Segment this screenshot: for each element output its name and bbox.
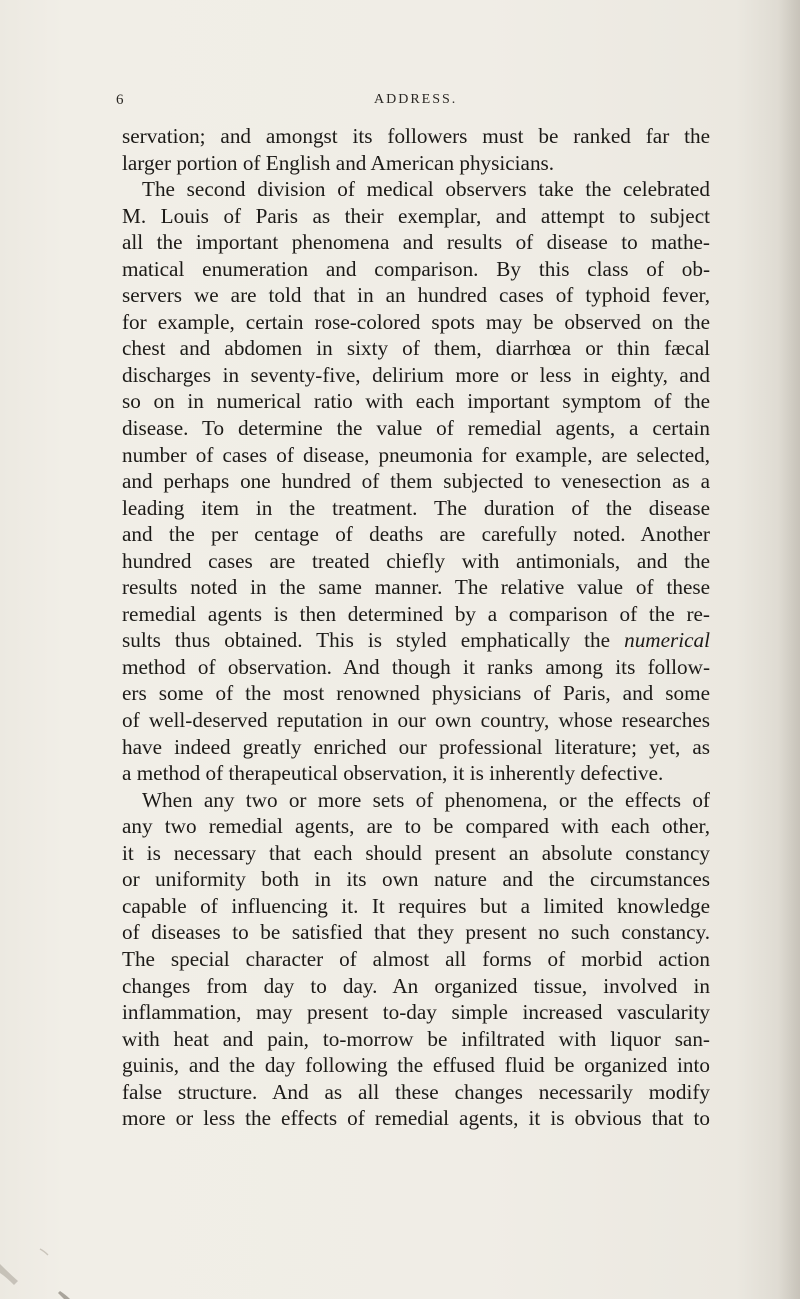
text-segment: sults thus obtained. This is styled emphatically the [122,628,611,653]
text-line: The special character of almost all forms of morbid action [122,946,710,971]
text-line: changes from day to day. An organized tissue, involved in [122,973,710,998]
text-line: results noted in the same manner. The relative value of these [122,575,710,600]
text-line: all the important phenomena and results of disease to mathe- [122,230,710,255]
text-line: number of cases of disease, pneumonia for example, are selected, [122,442,710,467]
emphasized-word: numerical [624,628,711,653]
text-line: more or less the effects of remedial agents, it is obvious that to [122,1106,710,1131]
text-line: larger portion of English and American physicians. [122,150,555,175]
text-line [122,627,710,654]
text-line: M. Louis of Paris as their exemplar, and attempt to subject [122,203,710,228]
body-text [122,123,710,1132]
text-line: chest and abdomen in sixty of them, diarrhœa or thin fæcal [122,336,710,361]
text-line: leading item in the treatment. The duration of the disease [122,495,710,520]
text-line: of diseases to be satisfied that they present no such constancy. [122,920,710,945]
text-line: discharges in seventy-five, delirium more or less in eighty, and [122,362,710,387]
text-line: servation; and amongst its followers must be ranked far the [122,124,710,148]
text-line: with heat and pain, to-morrow be infiltrated with liquor san- [122,1026,710,1051]
text-line: so on in numerical ratio with each important symptom of the [122,389,710,414]
text-line: a method of therapeutical observation, it is inherently defective. [122,761,664,786]
text-line: ers some of the most renowned physicians of Paris, and some [122,681,710,706]
page-edge-shadow [778,0,800,1299]
text-line: it is necessary that each should present an absolute constancy [122,840,710,865]
text-line: The second division of medical observers take the celebrated [142,177,710,202]
text-line: have indeed greatly enriched our professional literature; yet, as [122,734,710,759]
running-head [0,92,800,112]
text-line: any two remedial agents, are to be compared with each other, [122,814,710,839]
text-line: guinis, and the day following the effused fluid be organized into [122,1053,710,1078]
page-number: 6 [116,92,125,108]
text-line: servers we are told that in an hundred cases of typhoid fever, [122,283,710,308]
text-line: matical enumeration and comparison. By this class of ob- [122,256,710,281]
text-line: When any two or more sets of phenomena, or the effects of [142,787,710,812]
text-line: method of observation. And though it ranks among its follow- [122,654,710,679]
text-line: capable of influencing it. It requires but a limited knowledge [122,893,710,918]
text-line: or uniformity both in its own nature and the circumstances [122,867,710,892]
text-line: remedial agents is then determined by a comparison of the re- [122,601,710,626]
text-line: false structure. And as all these changes necessarily modify [122,1079,710,1104]
text-line: of well-deserved reputation in our own country, whose researches [122,708,710,733]
text-line: disease. To determine the value of remedial agents, a certain [122,416,710,441]
text-line: and perhaps one hundred of them subjected to venesection as a [122,469,710,494]
text-line: and the per centage of deaths are carefully noted. Another [122,522,710,547]
text-line: hundred cases are treated chiefly with antimonials, and the [122,548,710,573]
text-line: inflammation, may present to-day simple increased vascularity [122,1000,710,1025]
text-line: for example, certain rose-colored spots may be observed on the [122,309,710,334]
running-title: ADDRESS. [374,92,458,107]
page-corner-mark [0,1229,90,1299]
